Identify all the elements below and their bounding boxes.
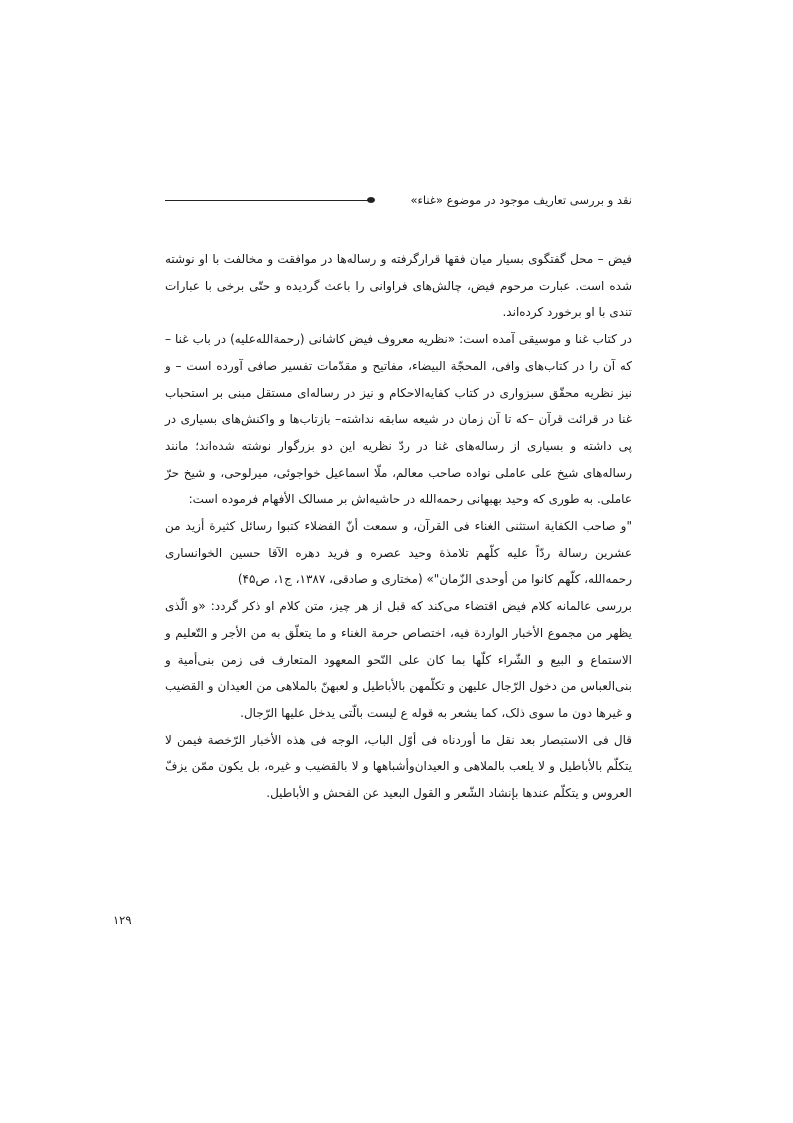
running-header	[165, 190, 632, 212]
body-text	[165, 246, 632, 807]
page-number: ۱۲۹	[113, 913, 132, 927]
header-title: نقد و بررسی تعاریف موجود در موضوع «غناء»	[410, 193, 632, 207]
paragraph-3-quote: "و صاحب الکفایة استثنی الغناء فی القرآن، و سمعت أنّ الفضلاء کتبوا رسائل کثیرة أزید من عشرین رسالة ردّاً علیه کلّهم تلامذة وحید عصره و فرید دهره الآقا حسین الخوانساری رحمه‌الله، کلّهم کانوا من أوحدی الزّمان"» (مختاری و صادقی، ۱۳۸۷، ج۱، ص۴۵)	[165, 519, 632, 587]
header-bullet	[367, 197, 375, 203]
header-rule	[165, 200, 370, 201]
paragraph-1: فیض – محل گفتگوی بسیار میان فقها قرارگرفته و رساله‌ها در موافقت و مخالفت با او نوشته شده است. عبارت مرحوم فیض، چالش‌های فراوانی را باعث گردیده و حتّی برخی با عبارات تندی با او برخورد کرده‌اند.	[165, 252, 632, 320]
paragraph-2: در کتاب غنا و موسیقی آمده است: «نظریه معروف فیض کاشانی (رحمة‌الله‌علیه) در باب غنا –که آن را در کتاب‌های وافی، المحجّة البیضاء، مفاتیح و مقدّمات تفسیر صافی آورده است – و نیز نظریه محقّق سبزواری در کتاب کفایه‌الاحکام و نیز در رساله‌ای مستقل مبنی بر استحباب غنا در قرائت قرآن –که تا آن زمان در شیعه سابقه نداشته– بازتاب‌ها و واکنش‌های بسیاری در پی داشته و بسیاری از رساله‌های غنا در ردّ نظریه این دو بزرگوار نوشته شده‌اند؛ مانند رساله‌های شیخ علی عاملی نواده صاحب معالم، ملّا اسماعیل خواجوئی، میرلوحی، و شیخ حرّ عاملی. به طوری که وحید بهبهانی رحمه‌الله در حاشیه‌اش بر مسالک الأفهام فرموده است:	[165, 332, 632, 507]
paragraph-4: بررسی عالمانه کلام فیض اقتضاء می‌کند که قبل از هر چیز، متن کلام او ذکر گردد: «و الّذی یظهر من مجموع الأخبار الواردة فیه، اختصاص حرمة الغناء و ما یتعلّق به من الأجر و التّعلیم و الاستماع و البیع و الشّراء کلّها بما کان علی النّحو المعهود المتعارف فی زمن بنی‌أمیة و بنی‌العباس من دخول الرّجال علیهن و تکلّمهن بالأباطیل و لعبهنّ بالملاهی من العیدان و القضیب و غیرها دون ما سوی ذلک، کما یشعر به قوله ع لیست بالّتی یدخل علیها الرّجال.	[165, 599, 632, 720]
paragraph-5: قال فی الاستبصار بعد نقل ما أوردناه فی أوّل الباب، الوجه فی هذه الأخبار الرّخصة فیمن لا یتکلّم بالأباطیل و لا یلعب بالملاهی و العیدان‌وأشباهها و لا بالقضیب و غیره، بل یکون ممّن یزفّ العروس و یتکلّم عندها بإنشاد الشّعر و القول البعید عن الفحش و الأباطیل.	[165, 732, 632, 801]
